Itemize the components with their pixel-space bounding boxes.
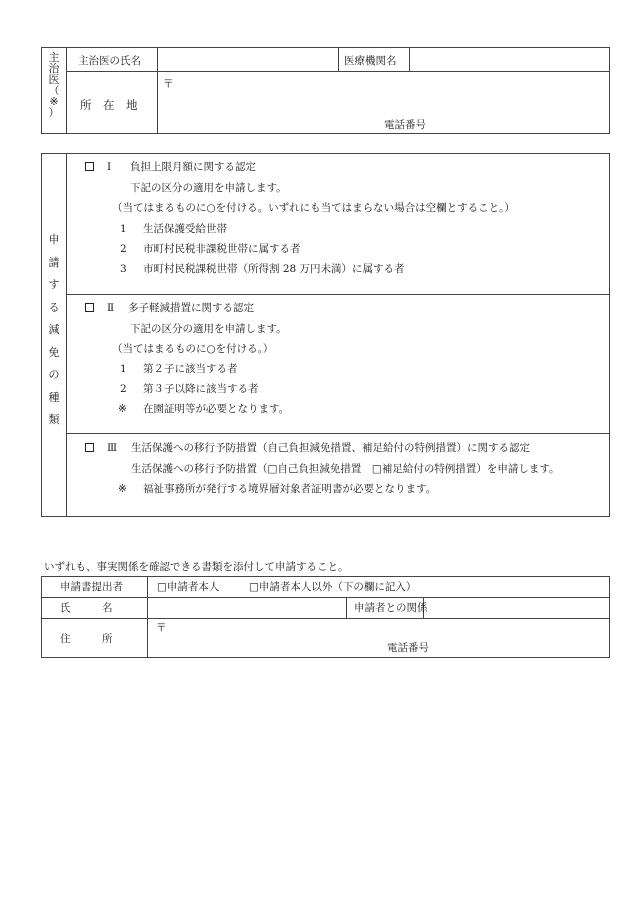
part2-title: 多子軽減措置に関する認定 bbox=[128, 302, 254, 314]
part1-line2: （当てはまるものに○を付ける。いずれにも当てはまらない場合は空欄とすること。） bbox=[112, 202, 515, 214]
part1-numeral: Ⅰ bbox=[107, 161, 112, 173]
part1-item-2: 市町村民税非課税世帯に属する者 bbox=[143, 243, 301, 255]
relation-label: 申請者との関係 bbox=[354, 602, 428, 614]
part2-note-mark: ※ bbox=[118, 403, 127, 415]
part1-checkbox[interactable] bbox=[85, 162, 94, 171]
part1-item-num-2: 2 bbox=[120, 243, 127, 255]
part2-item-num-2: 2 bbox=[120, 383, 127, 395]
part2-numeral: Ⅱ bbox=[107, 302, 115, 314]
institution-label: 医療機関名 bbox=[344, 55, 397, 67]
part1-line1: 下記の区分の適用を申請します。 bbox=[130, 182, 287, 194]
part2-item-2: 第３子以降に該当する者 bbox=[143, 383, 259, 395]
part3-line1: 生活保護への移行予防措置（□自己負担減免措置 □補足給付の特例措置）を申請します。 bbox=[131, 463, 560, 475]
submitter-phone-label: 電話番号 bbox=[387, 642, 429, 654]
option-self[interactable]: □申請者本人 bbox=[157, 581, 220, 593]
doctor-phone-label: 電話番号 bbox=[384, 119, 426, 131]
part1-item-num-1: 1 bbox=[120, 223, 127, 235]
part2-line1: 下記の区分の適用を申請します。 bbox=[130, 323, 287, 335]
attachment-instruction: いずれも、事実関係を確認できる書類を添付して申請すること。 bbox=[44, 561, 349, 573]
doctor-postal-mark: 〒 bbox=[163, 78, 174, 90]
part2-item-1: 第２子に該当する者 bbox=[143, 363, 238, 375]
part2-line2: （当てはまるものに○を付ける。） bbox=[112, 343, 274, 355]
part3-numeral: Ⅲ bbox=[107, 442, 118, 454]
submitter-label: 申請書提出者 bbox=[60, 581, 123, 593]
part3-checkbox[interactable] bbox=[85, 443, 94, 452]
part1-title: 負担上限月額に関する認定 bbox=[130, 161, 256, 173]
doctor-name-label: 主治医の氏名 bbox=[78, 55, 141, 67]
part2-note: 在園証明等が必要となります。 bbox=[143, 403, 290, 415]
part3-note: 福祉事務所が発行する境界層対象者証明書が必要となります。 bbox=[143, 483, 437, 495]
doctor-side-label: 主 治 医 （ ※ ） bbox=[48, 51, 60, 119]
part1-item-num-3: 3 bbox=[120, 263, 127, 275]
part2-item-num-1: 1 bbox=[120, 363, 127, 375]
submitter-name-label: 氏 名 bbox=[60, 602, 113, 614]
submitter-address-label: 住 所 bbox=[60, 633, 113, 645]
part3-note-mark: ※ bbox=[118, 483, 127, 495]
part3-title: 生活保護への移行予防措置（自己負担減免措置、補足給付の特例措置）に関する認定 bbox=[131, 442, 530, 454]
reduction-side-label: 申 請 す る 減 免 の 種 類 bbox=[48, 233, 60, 426]
doctor-address-label: 所 在 地 bbox=[80, 98, 138, 112]
option-other[interactable]: □申請者本人以外（下の欄に記入） bbox=[249, 581, 417, 593]
part2-checkbox[interactable] bbox=[85, 303, 94, 312]
part1-item-1: 生活保護受給世帯 bbox=[143, 223, 227, 235]
submitter-postal-mark: 〒 bbox=[156, 622, 167, 634]
part1-item-3: 市町村民税課税世帯（所得割 28 万円未満）に属する者 bbox=[143, 263, 405, 275]
